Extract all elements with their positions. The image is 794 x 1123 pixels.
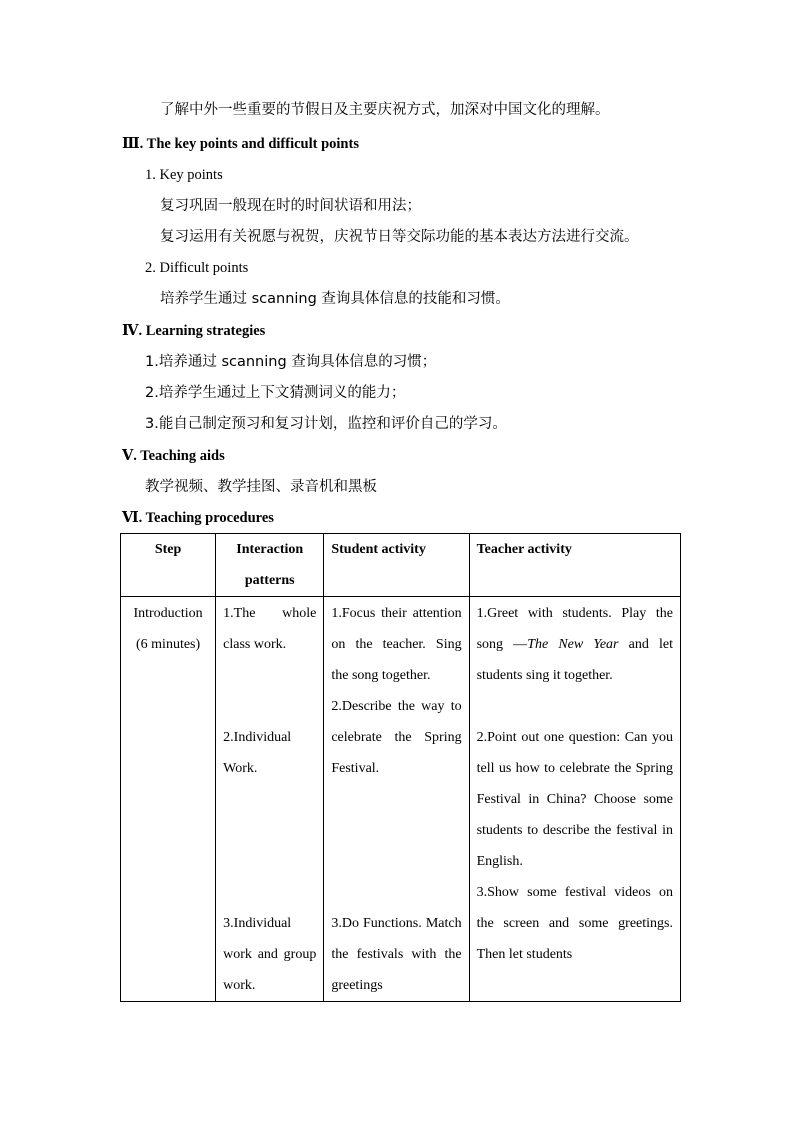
table-header-row bbox=[121, 534, 681, 597]
teacher-activity-cell bbox=[469, 597, 680, 1002]
student-activity-cell bbox=[324, 597, 469, 1002]
difficult-point-1: 培养学生通过 scanning 查询具体信息的技能和习惯。 bbox=[160, 291, 510, 307]
teacher-item-1: 1.Greet with students. Play the song —The New Year and let students sing it together. bbox=[476, 606, 673, 683]
teacher-item-2: 2.Point out one question: Can you tell us how to celebrate the Spring Festival in China? Choose some students to describe the festival in English. bbox=[476, 730, 673, 869]
intro-line: 了解中外一些重要的节假日及主要庆祝方式，加深对中国文化的理解。 bbox=[160, 102, 610, 118]
key-point-2: 复习运用有关祝愿与祝贺，庆祝节日等交际功能的基本表达方法进行交流。 bbox=[160, 229, 639, 245]
header-step: Step bbox=[121, 534, 216, 597]
key-point-1: 复习巩固一般现在时的时间状语和用法； bbox=[160, 198, 421, 214]
difficult-points-label: 2. Difficult points bbox=[145, 260, 249, 276]
interaction-item-3: 3.Individual work and group work. bbox=[223, 916, 317, 993]
section4-heading: Ⅳ. Learning strategies bbox=[122, 323, 266, 339]
strategy-item: 1.培养通过 scanning 查询具体信息的习惯； bbox=[145, 354, 437, 370]
section5-heading: Ⅴ. Teaching aids bbox=[122, 448, 225, 464]
student-item-2: 2.Describe the way to celebrate the Spring Festival. bbox=[331, 699, 462, 776]
teacher-item-3: 3.Show some festival videos on the screen and some greetings. Then let students bbox=[476, 885, 673, 962]
interaction-cell bbox=[216, 597, 324, 1002]
key-points-label: 1. Key points bbox=[145, 167, 223, 183]
song-title: The New Year bbox=[527, 637, 619, 652]
student-item-1: 1.Focus their attention on the teacher. Sing the song together. bbox=[331, 606, 462, 683]
procedures-table bbox=[120, 533, 681, 1002]
table-row bbox=[121, 597, 681, 1002]
teaching-aids-content: 教学视频、教学挂图、录音机和黑板 bbox=[145, 479, 377, 495]
header-teacher-activity: Teacher activity bbox=[469, 534, 680, 597]
header-student-activity: Student activity bbox=[324, 534, 469, 597]
interaction-item-2: 2.Individual Work. bbox=[223, 730, 292, 776]
interaction-item-1: 1.The whole class work. bbox=[223, 606, 317, 652]
strategy-item: 2.培养学生通过上下文猜测词义的能力； bbox=[145, 385, 406, 401]
strategy-item: 3.能自己制定预习和复习计划，监控和评价自己的学习。 bbox=[145, 416, 507, 432]
section3-heading: Ⅲ. The key points and difficult points bbox=[122, 136, 359, 152]
step-cell: Introduction (6 minutes) bbox=[121, 597, 216, 1002]
section6-heading: Ⅵ. Teaching procedures bbox=[122, 510, 274, 526]
student-item-3: 3.Do Functions. Match the festivals with the greetings bbox=[331, 916, 462, 993]
header-interaction: Interaction patterns bbox=[216, 534, 324, 597]
